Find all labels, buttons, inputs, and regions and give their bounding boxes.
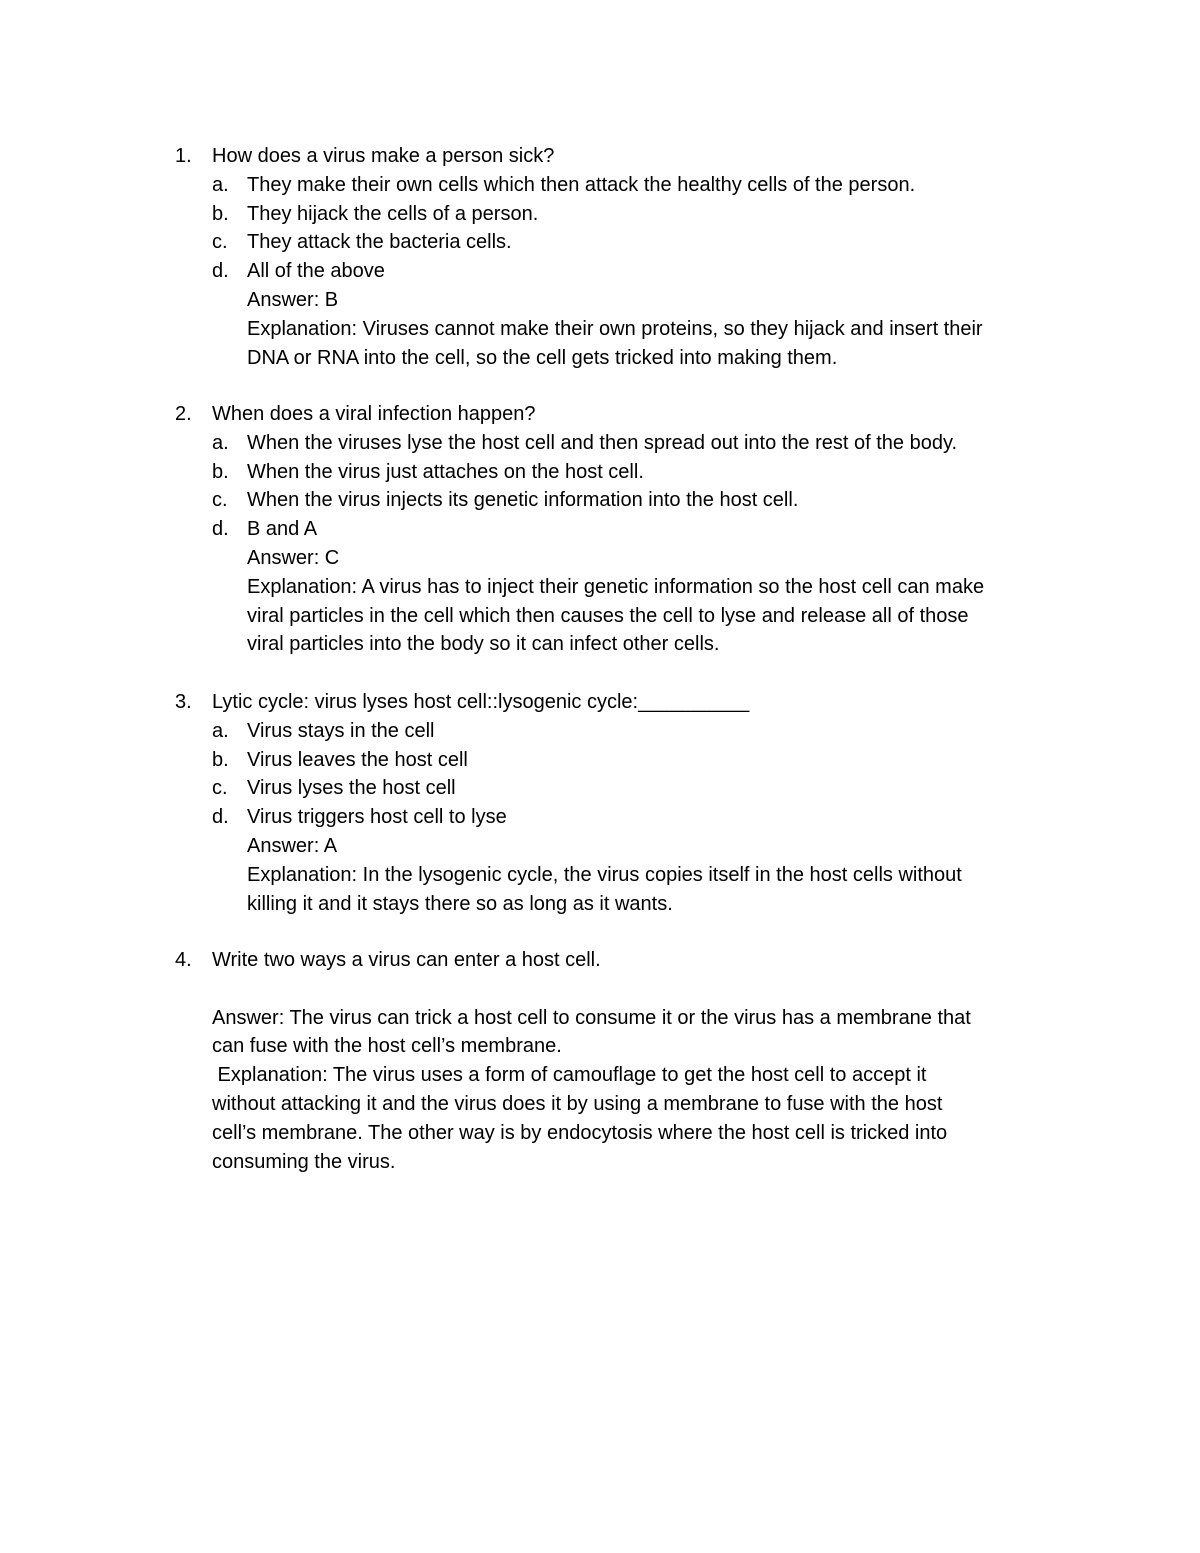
option-text: They make their own cells which then attack the healthy cells of the person. xyxy=(247,173,916,196)
explanation-line xyxy=(175,861,1075,890)
answer-text: Answer: C xyxy=(247,546,340,569)
explanation-line xyxy=(175,573,1075,602)
explanation-text: viral particles into the body so it can infect other cells. xyxy=(247,633,720,656)
option-text: They attack the bacteria cells. xyxy=(247,231,512,254)
explanation-line xyxy=(175,602,1075,631)
option-text: Virus stays in the cell xyxy=(247,719,435,742)
explanation-text: Explanation: A virus has to inject their genetic information so the host cell can make xyxy=(247,575,985,598)
question-text: How does a virus make a person sick? xyxy=(212,145,555,167)
question-3 xyxy=(175,688,1075,918)
answer xyxy=(175,832,1075,861)
option-letter: b. xyxy=(212,202,229,225)
option-text: They hijack the cells of a person. xyxy=(247,202,539,225)
blank-line xyxy=(175,975,1075,1004)
explanation-text: consuming the virus. xyxy=(212,1150,396,1173)
option-letter: c. xyxy=(212,231,228,254)
explanation-line xyxy=(175,344,1075,373)
option-letter: d. xyxy=(212,518,229,541)
answer-line xyxy=(175,1004,1075,1033)
explanation-text: Explanation: The virus uses a form of camouflage to get the host cell to accept it xyxy=(212,1064,927,1087)
explanation-text: Explanation: Viruses cannot make their own proteins, so they hijack and insert their xyxy=(247,317,983,340)
option-b xyxy=(175,458,1075,487)
explanation-text: Explanation: In the lysogenic cycle, the virus copies itself in the host cells without xyxy=(247,863,962,886)
answer xyxy=(175,544,1075,573)
option-letter: c. xyxy=(212,777,228,800)
explanation-line xyxy=(175,890,1075,919)
option-d xyxy=(175,803,1075,832)
answer-text: Answer: The virus can trick a host cell to consume it or the virus has a membrane that xyxy=(212,1006,971,1029)
answer-text: Answer: B xyxy=(247,288,339,311)
explanation-text: without attacking it and the virus does it by using a membrane to fuse with the host xyxy=(212,1092,943,1115)
option-text: B and A xyxy=(247,518,318,541)
explanation-text: killing it and it stays there so as long as it wants. xyxy=(247,892,673,915)
question-number: 3. xyxy=(175,691,192,713)
question-number: 4. xyxy=(175,949,192,971)
question-text: When does a viral infection happen? xyxy=(212,403,536,425)
option-text: Virus lyses the host cell xyxy=(247,777,456,800)
option-b xyxy=(175,200,1075,229)
option-text: When the viruses lyse the host cell and then spread out into the rest of the body. xyxy=(247,431,958,454)
option-text: When the virus just attaches on the host cell. xyxy=(247,460,644,483)
explanation-line xyxy=(175,1119,1075,1148)
option-a xyxy=(175,717,1075,746)
explanation-text: DNA or RNA into the cell, so the cell gets tricked into making them. xyxy=(247,346,838,369)
explanation-line xyxy=(175,1090,1075,1119)
question-2-stem xyxy=(175,400,1075,429)
option-text: Virus leaves the host cell xyxy=(247,748,468,771)
question-1-stem xyxy=(175,142,1075,171)
option-letter: b. xyxy=(212,460,229,483)
option-text: When the virus injects its genetic information into the host cell. xyxy=(247,489,799,512)
option-d xyxy=(175,515,1075,544)
option-b xyxy=(175,746,1075,775)
answer-text: can fuse with the host cell’s membrane. xyxy=(212,1035,562,1058)
question-number: 1. xyxy=(175,145,192,167)
option-letter: d. xyxy=(212,806,229,829)
explanation-text: viral particles in the cell which then causes the cell to lyse and release all of those xyxy=(247,604,969,627)
answer-line xyxy=(175,1032,1075,1061)
question-4-stem xyxy=(175,946,1075,975)
option-text: All of the above xyxy=(247,260,385,283)
question-text: Write two ways a virus can enter a host cell. xyxy=(212,949,601,971)
question-2 xyxy=(175,400,1075,659)
question-1 xyxy=(175,142,1075,372)
option-a xyxy=(175,429,1075,458)
option-a xyxy=(175,171,1075,200)
option-c xyxy=(175,774,1075,803)
explanation-line xyxy=(175,315,1075,344)
explanation-line xyxy=(175,1061,1075,1090)
question-text: Lytic cycle: virus lyses host cell::lysogenic cycle:__________ xyxy=(212,691,750,713)
answer xyxy=(175,286,1075,315)
question-3-stem xyxy=(175,688,1075,717)
option-text: Virus triggers host cell to lyse xyxy=(247,806,507,829)
question-number: 2. xyxy=(175,403,192,425)
option-d xyxy=(175,257,1075,286)
option-c xyxy=(175,486,1075,515)
question-4 xyxy=(175,946,1075,1176)
option-letter: d. xyxy=(212,260,229,283)
explanation-line xyxy=(175,630,1075,659)
explanation-line xyxy=(175,1148,1075,1177)
option-letter: c. xyxy=(212,489,228,512)
option-letter: a. xyxy=(212,719,229,742)
answer-text: Answer: A xyxy=(247,834,338,857)
option-letter: a. xyxy=(212,431,229,454)
explanation-text: cell’s membrane. The other way is by endocytosis where the host cell is tricked into xyxy=(212,1121,948,1144)
option-c xyxy=(175,228,1075,257)
option-letter: b. xyxy=(212,748,229,771)
option-letter: a. xyxy=(212,173,229,196)
